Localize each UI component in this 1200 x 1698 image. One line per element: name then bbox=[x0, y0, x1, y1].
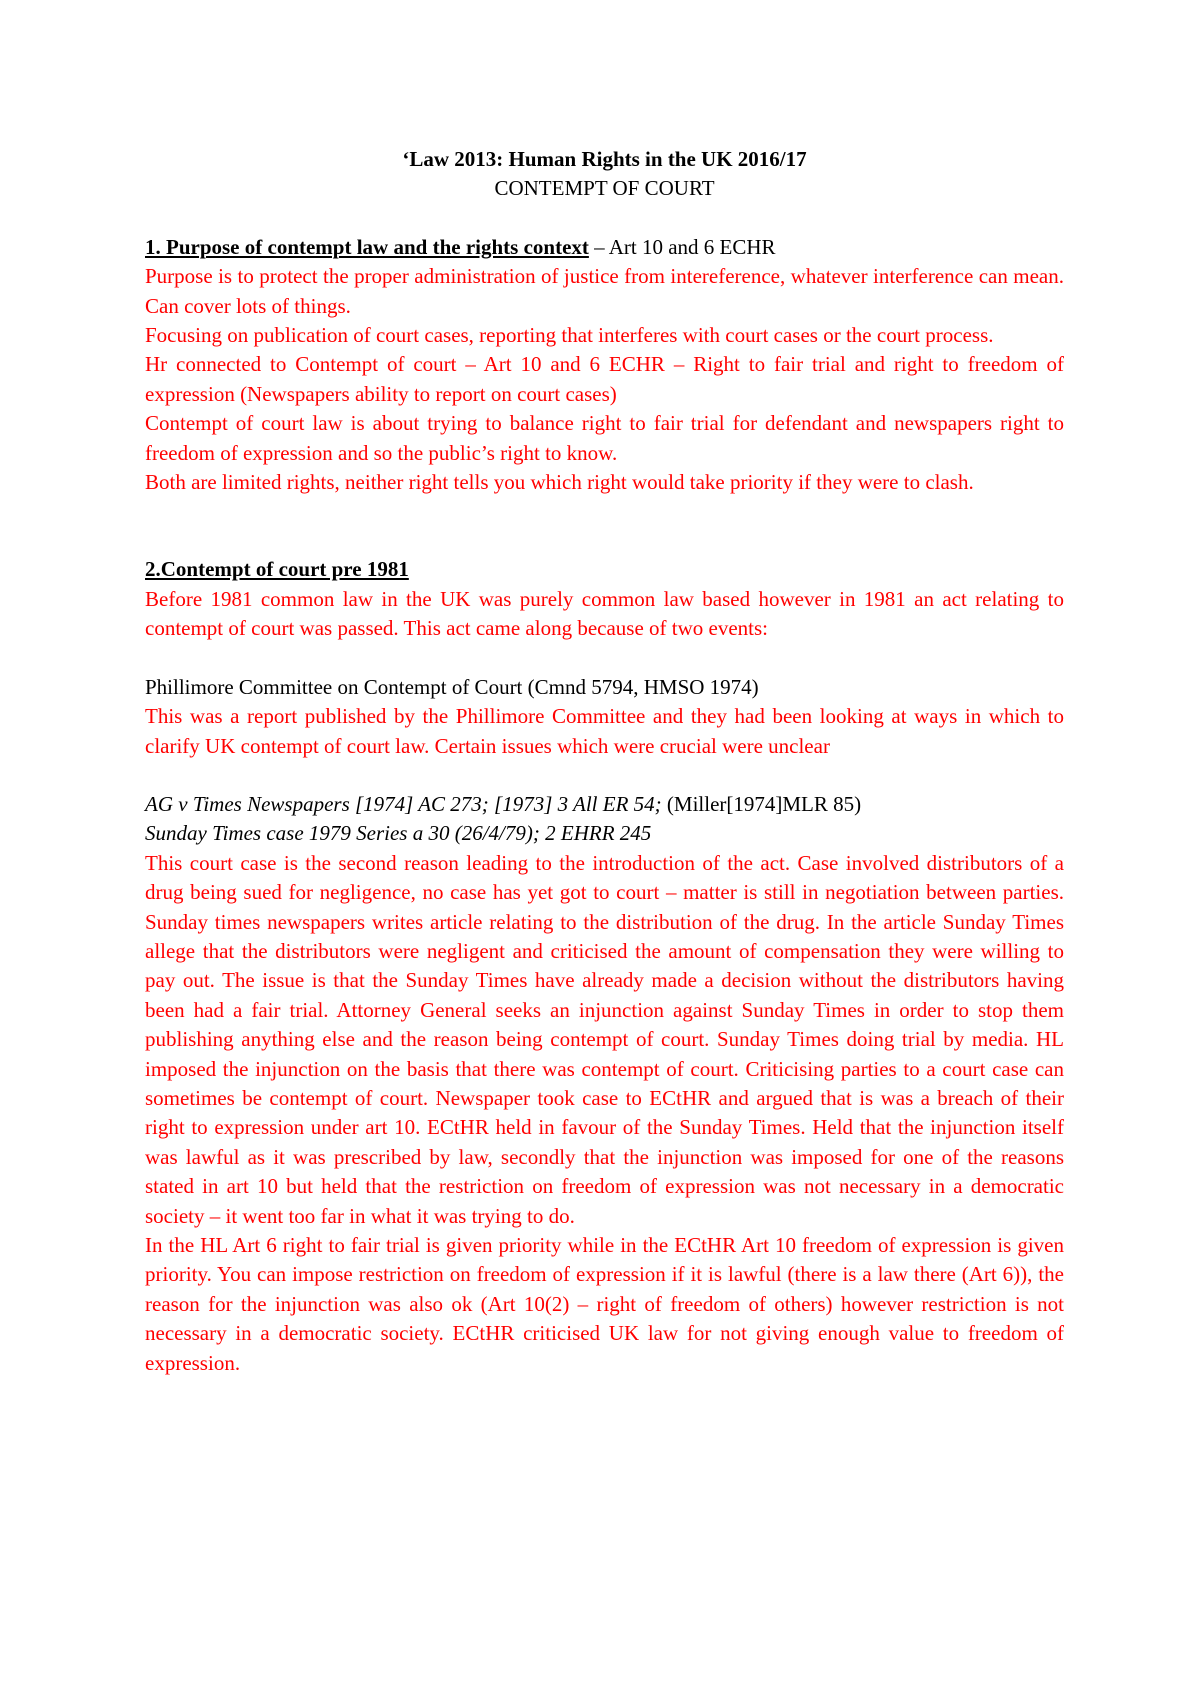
case-conclusion: In the HL Art 6 right to fair trial is given priority while in the ECtHR Art 10 freedom of expression is given priority. You can impose restriction on freedom of expression if it is lawful (there is a law there (Art 6)), the reason for the injunction was also ok (Art 10(2) – right of freedom of others) however restriction is not necessary in a democratic society. ECtHR criticised UK law for not giving enough value to freedom of expression. bbox=[145, 1233, 1064, 1375]
committee-note: This was a report published by the Phillimore Committee and they had been looking at ways in which to clarify UK contempt of court law. Certain issues which were crucial were unclear bbox=[145, 704, 1064, 758]
section1-paragraph: Both are limited rights, neither right tells you which right would take priority if they were to clash. bbox=[145, 470, 974, 495]
spacer bbox=[145, 644, 1064, 673]
case1-citation-rest: (Miller[1974]MLR 85) bbox=[661, 791, 862, 816]
committee-reference: Phillimore Committee on Contempt of Court (Cmnd 5794, HMSO 1974) bbox=[145, 674, 759, 699]
section1-paragraph: Contempt of court law is about trying to balance right to fair trial for defendant and newspapers right to freedom of expression and so the public’s right to know. bbox=[145, 411, 1064, 465]
spacer bbox=[145, 204, 1064, 233]
spacer bbox=[145, 497, 1064, 555]
case2-citation: Sunday Times case 1979 Series a 30 (26/4/79); 2 EHRR 245 bbox=[145, 821, 652, 846]
case1-citation-italic: AG v Times Newspapers [1974] AC 273; [1973] 3 All ER 54; bbox=[145, 791, 662, 816]
spacer bbox=[145, 761, 1064, 790]
case1-citation bbox=[145, 790, 1064, 819]
case-discussion: This court case is the second reason leading to the introduction of the act. Case involved distributors of a drug being sued for negligence, no case has yet got to court – matter is still in negotiation between parties. Sunday times newspapers writes article relating to the distribution of the drug. In the article Sunday Times allege that the distributors were negligent and criticised the amount of compensation they were willing to pay out. The issue is that the Sunday Times have already made a decision without the distributors having been had a fair trial. Attorney General seeks an injunction against Sunday Times in order to stop them publishing anything else and the reason being contempt of court. Sunday Times doing trial by media. HL imposed the injunction on the basis that there was contempt of court. Criticising parties to a court case can sometimes be contempt of court. Newspaper took case to ECtHR and argued that is was a breach of their right to expression under art 10. ECtHR held in favour of the Sunday Times. Held that the injunction itself was lawful as it was prescribed by law, secondly that the injunction was imposed for one of the reasons stated in art 10 but held that the restriction on freedom of expression was not necessary in a democratic society – it went too far in what it was trying to do. bbox=[145, 850, 1064, 1228]
section1-heading: 1. Purpose of contempt law and the rights context bbox=[145, 234, 589, 259]
section2-paragraph: Before 1981 common law in the UK was purely common law based however in 1981 an act relating to contempt of court was passed. This act came along because of two events: bbox=[145, 586, 1064, 641]
section1-paragraph: Purpose is to protect the proper administration of justice from intereference, whatever interference can mean. Can cover lots of things. bbox=[145, 264, 1064, 318]
document-subtitle: CONTEMPT OF COURT bbox=[494, 176, 715, 201]
section1-heading-rest: – Art 10 and 6 ECHR bbox=[588, 234, 776, 259]
section2-heading: 2.Contempt of court pre 1981 bbox=[145, 557, 409, 582]
section1-paragraph: Focusing on publication of court cases, reporting that interferes with court cases or the court process. bbox=[145, 323, 994, 348]
section1-paragraph: Hr connected to Contempt of court – Art 10 and 6 ECHR – Right to fair trial and right to freedom of expression (Newspapers ability to report on court cases) bbox=[145, 352, 1064, 406]
document-content bbox=[145, 145, 1064, 1378]
document-title: ‘Law 2013: Human Rights in the UK 2016/17 bbox=[402, 147, 807, 171]
section1-heading-line bbox=[145, 233, 1064, 262]
